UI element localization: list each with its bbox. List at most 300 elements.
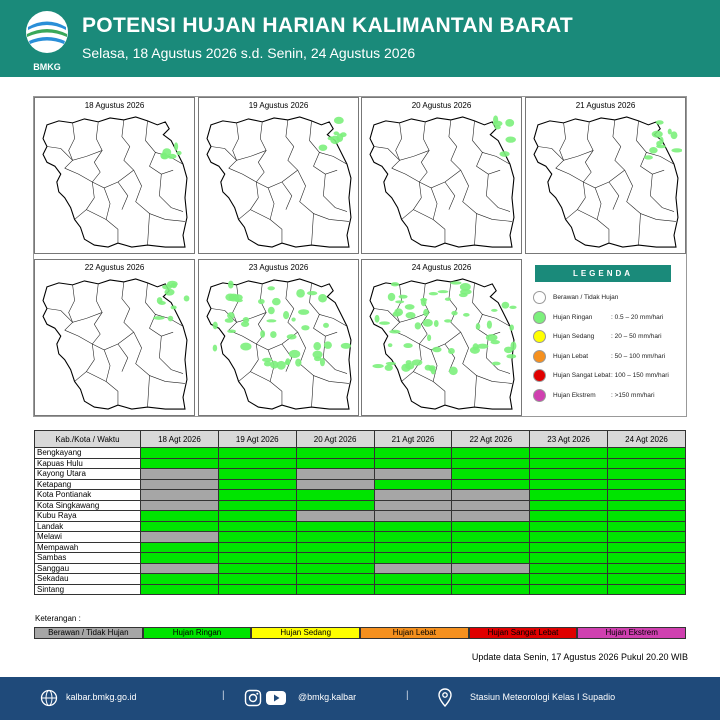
forecast-cell — [530, 542, 608, 553]
rain-area — [385, 365, 393, 371]
rain-area — [406, 312, 416, 319]
forecast-cell — [530, 584, 608, 595]
keterangan-item: Hujan Ringan — [143, 627, 252, 639]
table-row — [35, 521, 686, 532]
rain-area — [240, 343, 251, 351]
forecast-cell — [374, 532, 452, 543]
region-map — [38, 275, 191, 413]
table-column-header: 22 Agt 2026 — [452, 431, 530, 448]
forecast-cell — [218, 458, 296, 469]
keterangan-row — [34, 627, 686, 639]
rain-area — [313, 342, 321, 350]
forecast-cell — [296, 574, 374, 585]
forecast-cell — [141, 532, 219, 543]
rain-area — [460, 289, 472, 295]
legend-swatch — [533, 369, 546, 382]
rain-area — [336, 134, 343, 142]
rain-area — [477, 344, 489, 349]
map-date-label: 22 Agustus 2026 — [84, 263, 145, 272]
rain-area — [421, 298, 427, 306]
forecast-cell — [218, 500, 296, 511]
region-map — [202, 113, 355, 251]
legend-name: Hujan Sangat Lebat — [553, 372, 611, 379]
forecast-cell — [141, 511, 219, 522]
rain-area — [258, 299, 265, 304]
rain-area — [168, 316, 174, 322]
rain-area — [266, 319, 276, 322]
rain-area — [486, 334, 498, 341]
rain-area — [394, 308, 403, 316]
rain-area — [444, 319, 452, 322]
legend-swatch — [533, 291, 546, 304]
rain-area — [502, 302, 510, 309]
rain-area — [341, 343, 351, 349]
forecast-cell — [530, 448, 608, 459]
rain-area — [405, 304, 415, 310]
forecast-cell — [530, 458, 608, 469]
table-header-label: Kab./Kota / Waktu — [35, 431, 141, 448]
district-name: Kota Singkawang — [35, 500, 141, 511]
province-outline — [207, 117, 351, 247]
forecast-cell — [608, 574, 686, 585]
forecast-cell — [530, 500, 608, 511]
bmkg-logo — [22, 10, 72, 72]
keterangan-item: Hujan Lebat — [360, 627, 469, 639]
region-map — [38, 113, 191, 251]
region-map — [365, 113, 518, 251]
legend-range: : 20 – 50 mm/hari — [611, 333, 662, 340]
rain-area — [388, 343, 393, 347]
forecast-cell — [530, 574, 608, 585]
forecast-cell — [608, 584, 686, 595]
forecast-cell — [218, 479, 296, 490]
forecast-cell — [452, 542, 530, 553]
table-column-header: 20 Agt 2026 — [296, 431, 374, 448]
forecast-cell — [374, 574, 452, 585]
station-name: Stasiun Meteorologi Kelas I Supadio — [470, 692, 616, 702]
table-row — [35, 448, 686, 459]
rain-area — [319, 144, 328, 151]
rain-area — [425, 365, 432, 371]
rain-area — [291, 317, 295, 321]
rain-area — [505, 119, 514, 127]
rain-area — [476, 323, 481, 330]
table-column-header: 23 Agt 2026 — [530, 431, 608, 448]
province-outline — [43, 279, 187, 409]
rain-area — [213, 322, 218, 330]
forecast-cell — [452, 563, 530, 574]
rain-area — [272, 298, 281, 305]
legend-name: Hujan Sedang — [553, 333, 595, 340]
forecast-cell — [452, 458, 530, 469]
forecast-cell — [452, 532, 530, 543]
forecast-cell — [530, 532, 608, 543]
table-row — [35, 479, 686, 490]
region-map — [529, 113, 682, 251]
district-name: Kubu Raya — [35, 511, 141, 522]
region-map — [202, 275, 355, 413]
district-table — [34, 430, 686, 595]
forecast-cell — [608, 469, 686, 480]
forecast-cell — [452, 584, 530, 595]
forecast-cell — [218, 574, 296, 585]
forecast-cell — [218, 563, 296, 574]
rain-area — [429, 292, 438, 295]
rain-area — [267, 286, 274, 290]
forecast-cell — [530, 521, 608, 532]
map-date-label: 23 Agustus 2026 — [248, 263, 309, 272]
district-name: Sekadau — [35, 574, 141, 585]
forecast-cell — [452, 553, 530, 564]
rain-area — [487, 320, 492, 328]
forecast-cell — [608, 448, 686, 459]
forecast-cell — [530, 469, 608, 480]
rain-area — [225, 318, 234, 323]
forecast-cell — [374, 458, 452, 469]
forecast-cell — [218, 542, 296, 553]
rain-area — [164, 289, 174, 296]
rain-area — [391, 282, 399, 286]
district-name: Bengkayang — [35, 448, 141, 459]
forecast-cell — [608, 490, 686, 501]
forecast-cell — [452, 574, 530, 585]
forecast-cell — [374, 584, 452, 595]
rain-area — [511, 342, 517, 351]
forecast-cell — [296, 542, 374, 553]
rain-area — [318, 294, 327, 302]
rain-area — [448, 348, 455, 354]
rain-area — [283, 311, 289, 319]
table-row — [35, 542, 686, 553]
forecast-cell — [218, 511, 296, 522]
forecast-cell — [452, 521, 530, 532]
rain-area — [388, 293, 395, 301]
table-column-header: 24 Agt 2026 — [608, 431, 686, 448]
forecast-cell — [530, 479, 608, 490]
district-name: Kapuas Hulu — [35, 458, 141, 469]
forecast-cell — [452, 500, 530, 511]
footer-bar — [0, 677, 720, 720]
forecast-cell — [141, 500, 219, 511]
legend-name: Berawan / Tidak Hujan — [553, 294, 619, 301]
map-date-label: 20 Agustus 2026 — [411, 101, 472, 110]
forecast-cell — [374, 490, 452, 501]
forecast-cell — [374, 542, 452, 553]
forecast-cell — [141, 584, 219, 595]
rain-area — [323, 323, 329, 328]
forecast-cell — [374, 511, 452, 522]
forecast-cell — [452, 469, 530, 480]
rain-area — [499, 151, 509, 157]
social-handle[interactable]: @bmkg.kalbar — [298, 692, 357, 702]
rain-area — [491, 309, 498, 312]
forecast-cell — [218, 584, 296, 595]
rain-area — [285, 360, 290, 365]
forecast-cell — [218, 521, 296, 532]
rain-area — [432, 347, 441, 353]
forecast-cell — [296, 553, 374, 564]
rain-area — [228, 281, 234, 289]
forecast-cell — [608, 542, 686, 553]
legend — [527, 259, 685, 415]
legend-name: Hujan Ringan — [553, 313, 593, 321]
map-panel — [198, 97, 359, 254]
logo-text: BMKG — [33, 62, 61, 72]
rain-area — [671, 148, 682, 152]
rain-area — [229, 294, 239, 302]
map-date-label: 18 Agustus 2026 — [84, 101, 145, 110]
rain-area — [649, 147, 657, 154]
forecast-cell — [141, 448, 219, 459]
table-row — [35, 500, 686, 511]
rain-area — [389, 330, 400, 334]
forecast-cell — [218, 553, 296, 564]
forecast-cell — [374, 500, 452, 511]
table-column-header: 18 Agt 2026 — [141, 431, 219, 448]
rain-area — [158, 301, 166, 305]
rain-area — [395, 300, 404, 303]
table-row — [35, 532, 686, 543]
footer-separator: | — [222, 690, 225, 701]
forecast-cell — [218, 448, 296, 459]
rain-area — [509, 306, 516, 309]
keterangan-item: Hujan Sangat Lebat — [469, 627, 578, 639]
page-title: POTENSI HUJAN HARIAN KALIMANTAN BARAT — [82, 14, 573, 37]
rain-area — [243, 317, 250, 323]
rain-area — [372, 364, 383, 368]
forecast-cell — [452, 511, 530, 522]
forecast-cell — [218, 490, 296, 501]
rain-area — [423, 309, 429, 316]
region-map — [365, 275, 518, 413]
legend-name: Hujan Lebat — [553, 352, 589, 360]
forecast-cell — [141, 469, 219, 480]
keterangan-label: Keterangan : — [35, 614, 81, 623]
legend-range: : 100 – 150 mm/hari — [611, 372, 669, 379]
map-panel — [198, 259, 359, 416]
update-text: Update data Senin, 17 Agustus 2026 Pukul 20.20 WIB — [471, 652, 688, 662]
rain-area — [260, 330, 265, 337]
globe-icon — [40, 689, 58, 709]
forecast-cell — [296, 511, 374, 522]
rain-area — [153, 316, 165, 320]
rain-area — [386, 362, 396, 365]
map-date-label: 21 Agustus 2026 — [575, 101, 636, 110]
legend-range: : 0.5 – 20 mm/hari — [611, 313, 664, 321]
forecast-cell — [530, 563, 608, 574]
rain-area — [177, 151, 182, 155]
rain-area — [227, 330, 236, 334]
province-outline — [43, 117, 187, 247]
rain-area — [644, 155, 653, 159]
forecast-cell — [608, 563, 686, 574]
forecast-cell — [452, 479, 530, 490]
forecast-cell — [296, 532, 374, 543]
rain-area — [449, 367, 458, 375]
forecast-cell — [530, 511, 608, 522]
page-subtitle: Selasa, 18 Agustus 2026 s.d. Senin, 24 Agustus 2026 — [82, 45, 416, 61]
table-row — [35, 563, 686, 574]
rain-area — [270, 331, 277, 338]
legend-range: : >150 mm/hari — [611, 391, 655, 399]
rain-area — [324, 341, 332, 348]
keterangan-item: Hujan Sedang — [251, 627, 360, 639]
rain-area — [434, 320, 439, 327]
legend-title: LEGENDA — [535, 265, 671, 282]
forecast-cell — [530, 553, 608, 564]
legend-swatch — [533, 330, 546, 343]
rain-area — [296, 289, 305, 298]
rain-area — [445, 297, 451, 300]
forecast-cell — [296, 563, 374, 574]
table-row — [35, 584, 686, 595]
forecast-cell — [296, 448, 374, 459]
rain-area — [171, 305, 177, 309]
rain-area — [423, 319, 433, 327]
map-panel — [361, 259, 522, 416]
district-name: Sambas — [35, 553, 141, 564]
legend-name: Hujan Ekstrem — [553, 391, 596, 399]
forecast-cell — [374, 479, 452, 490]
rain-area — [301, 325, 309, 330]
rain-area — [289, 350, 300, 358]
rain-area — [334, 117, 344, 124]
rain-area — [656, 141, 661, 147]
rain-area — [399, 295, 408, 299]
rain-area — [314, 356, 321, 361]
rain-area — [213, 345, 218, 352]
forecast-cell — [296, 479, 374, 490]
location-pin-icon — [438, 688, 452, 710]
forecast-cell — [374, 563, 452, 574]
rain-area — [450, 281, 461, 284]
forecast-cell — [141, 542, 219, 553]
forecast-cell — [608, 553, 686, 564]
district-name: Landak — [35, 521, 141, 532]
district-name: Melawi — [35, 532, 141, 543]
rain-area — [375, 315, 380, 323]
keterangan-item: Berawan / Tidak Hujan — [34, 627, 143, 639]
rain-area — [162, 148, 171, 156]
forecast-cell — [608, 521, 686, 532]
district-name: Sanggau — [35, 563, 141, 574]
rain-area — [162, 284, 172, 289]
rain-area — [427, 334, 431, 341]
keterangan-item: Hujan Ekstrem — [577, 627, 686, 639]
rain-area — [268, 307, 275, 314]
forecast-cell — [608, 500, 686, 511]
forecast-cell — [218, 532, 296, 543]
province-outline — [370, 117, 514, 247]
map-panel — [525, 97, 686, 254]
forecast-cell — [530, 490, 608, 501]
rain-area — [287, 334, 297, 339]
rain-area — [379, 321, 390, 325]
district-name: Sintang — [35, 584, 141, 595]
forecast-cell — [374, 448, 452, 459]
table-row — [35, 458, 686, 469]
table-column-header: 21 Agt 2026 — [374, 431, 452, 448]
map-panel — [34, 259, 195, 416]
table-column-header: 19 Agt 2026 — [218, 431, 296, 448]
forecast-cell — [296, 490, 374, 501]
map-date-label: 24 Agustus 2026 — [411, 263, 472, 272]
youtube-icon — [266, 690, 286, 708]
forecast-cell — [141, 563, 219, 574]
forecast-cell — [296, 458, 374, 469]
table-row — [35, 574, 686, 585]
header-bar — [0, 0, 720, 77]
forecast-cell — [141, 479, 219, 490]
rain-area — [174, 142, 178, 150]
rain-area — [403, 343, 412, 348]
legend-swatch — [533, 311, 546, 324]
forecast-cell — [374, 521, 452, 532]
map-panel — [34, 97, 195, 254]
forecast-cell — [608, 511, 686, 522]
rain-area — [295, 359, 301, 367]
rain-area — [492, 362, 501, 366]
rain-area — [494, 125, 501, 129]
map-date-label: 19 Agustus 2026 — [248, 101, 309, 110]
rain-area — [505, 136, 515, 142]
forecast-cell — [296, 469, 374, 480]
forecast-cell — [608, 532, 686, 543]
legend-swatch — [533, 350, 546, 363]
district-name: Kayong Utara — [35, 469, 141, 480]
forecast-cell — [452, 490, 530, 501]
rain-area — [509, 324, 514, 330]
forecast-cell — [608, 479, 686, 490]
rain-area — [307, 291, 317, 295]
forecast-cell — [218, 469, 296, 480]
forecast-cell — [141, 521, 219, 532]
forecast-cell — [452, 448, 530, 459]
forecast-cell — [141, 574, 219, 585]
footer-separator: | — [406, 690, 409, 701]
rain-area — [298, 309, 309, 315]
table-row — [35, 469, 686, 480]
rain-area — [184, 295, 190, 301]
rain-area — [438, 290, 449, 293]
table-row — [35, 553, 686, 564]
table-row — [35, 511, 686, 522]
forecast-cell — [374, 553, 452, 564]
forecast-cell — [141, 458, 219, 469]
map-panel — [361, 97, 522, 254]
rain-area — [506, 354, 516, 358]
rain-area — [671, 131, 678, 139]
district-name: Kota Pontianak — [35, 490, 141, 501]
rain-area — [262, 358, 272, 362]
website-link[interactable]: kalbar.bmkg.go.id — [66, 692, 137, 702]
legend-swatch — [533, 389, 546, 402]
forecast-cell — [608, 458, 686, 469]
instagram-icon — [244, 689, 262, 709]
forecast-cell — [141, 490, 219, 501]
rain-area — [227, 312, 234, 319]
rain-area — [277, 361, 286, 370]
forecast-cell — [296, 521, 374, 532]
rain-area — [463, 313, 470, 317]
forecast-cell — [374, 469, 452, 480]
forecast-cell — [296, 500, 374, 511]
district-name: Ketapang — [35, 479, 141, 490]
rain-area — [656, 120, 664, 124]
rain-area — [490, 340, 499, 344]
rain-area — [451, 311, 457, 316]
rain-area — [415, 322, 421, 329]
